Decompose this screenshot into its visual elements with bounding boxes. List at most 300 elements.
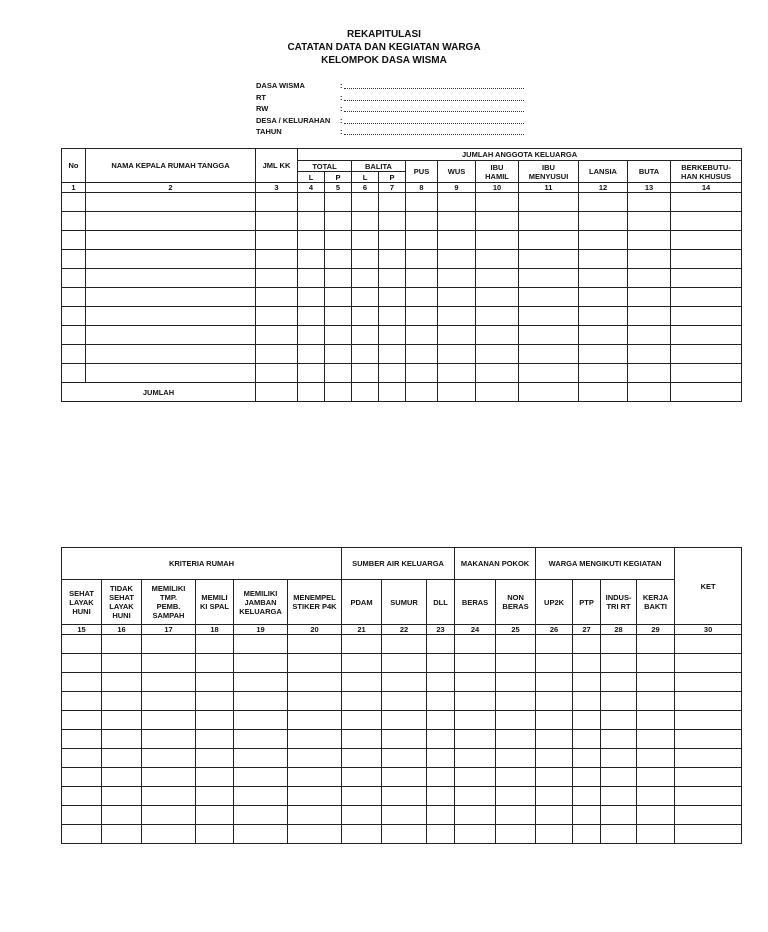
entry-cell[interactable]: [519, 269, 579, 288]
entry-cell[interactable]: [86, 288, 256, 307]
entry-cell[interactable]: [675, 654, 742, 673]
entry-cell[interactable]: [234, 711, 288, 730]
entry-cell[interactable]: [325, 288, 352, 307]
entry-cell[interactable]: [62, 768, 102, 787]
entry-cell[interactable]: [628, 364, 671, 383]
entry-cell[interactable]: [579, 345, 628, 364]
entry-cell[interactable]: [142, 749, 196, 768]
jumlah-cell[interactable]: [519, 383, 579, 402]
entry-cell[interactable]: [628, 326, 671, 345]
entry-cell[interactable]: [496, 749, 536, 768]
entry-cell[interactable]: [573, 692, 601, 711]
entry-cell[interactable]: [352, 326, 379, 345]
entry-cell[interactable]: [102, 768, 142, 787]
entry-cell[interactable]: [579, 307, 628, 326]
entry-cell[interactable]: [573, 730, 601, 749]
entry-cell[interactable]: [601, 787, 637, 806]
entry-cell[interactable]: [142, 692, 196, 711]
entry-cell[interactable]: [637, 654, 675, 673]
entry-cell[interactable]: [342, 673, 382, 692]
entry-cell[interactable]: [671, 364, 742, 383]
entry-cell[interactable]: [476, 326, 519, 345]
entry-cell[interactable]: [234, 654, 288, 673]
entry-cell[interactable]: [102, 635, 142, 654]
entry-cell[interactable]: [234, 673, 288, 692]
entry-cell[interactable]: [438, 288, 476, 307]
entry-cell[interactable]: [288, 635, 342, 654]
entry-cell[interactable]: [325, 345, 352, 364]
entry-cell[interactable]: [476, 212, 519, 231]
entry-cell[interactable]: [637, 673, 675, 692]
entry-cell[interactable]: [234, 749, 288, 768]
entry-cell[interactable]: [62, 635, 102, 654]
entry-cell[interactable]: [496, 711, 536, 730]
entry-cell[interactable]: [455, 673, 496, 692]
jumlah-cell[interactable]: [671, 383, 742, 402]
entry-cell[interactable]: [379, 269, 406, 288]
entry-cell[interactable]: [352, 269, 379, 288]
jumlah-cell[interactable]: [579, 383, 628, 402]
entry-cell[interactable]: [675, 673, 742, 692]
entry-cell[interactable]: [476, 288, 519, 307]
entry-cell[interactable]: [196, 806, 234, 825]
meta-fill-line[interactable]: [344, 123, 524, 124]
entry-cell[interactable]: [427, 749, 455, 768]
entry-cell[interactable]: [675, 749, 742, 768]
entry-cell[interactable]: [288, 787, 342, 806]
entry-cell[interactable]: [256, 231, 298, 250]
entry-cell[interactable]: [476, 193, 519, 212]
entry-cell[interactable]: [342, 654, 382, 673]
entry-cell[interactable]: [256, 288, 298, 307]
entry-cell[interactable]: [628, 231, 671, 250]
entry-cell[interactable]: [62, 654, 102, 673]
entry-cell[interactable]: [675, 692, 742, 711]
entry-cell[interactable]: [142, 787, 196, 806]
entry-cell[interactable]: [62, 250, 86, 269]
entry-cell[interactable]: [536, 654, 573, 673]
entry-cell[interactable]: [298, 326, 325, 345]
entry-cell[interactable]: [142, 825, 196, 844]
entry-cell[interactable]: [628, 269, 671, 288]
entry-cell[interactable]: [256, 269, 298, 288]
jumlah-cell[interactable]: [256, 383, 298, 402]
entry-cell[interactable]: [382, 654, 427, 673]
entry-cell[interactable]: [675, 635, 742, 654]
entry-cell[interactable]: [62, 326, 86, 345]
entry-cell[interactable]: [86, 269, 256, 288]
entry-cell[interactable]: [62, 787, 102, 806]
entry-cell[interactable]: [142, 730, 196, 749]
entry-cell[interactable]: [298, 269, 325, 288]
entry-cell[interactable]: [256, 193, 298, 212]
entry-cell[interactable]: [325, 364, 352, 383]
entry-cell[interactable]: [298, 193, 325, 212]
entry-cell[interactable]: [455, 635, 496, 654]
entry-cell[interactable]: [496, 673, 536, 692]
entry-cell[interactable]: [142, 673, 196, 692]
entry-cell[interactable]: [601, 806, 637, 825]
entry-cell[interactable]: [234, 768, 288, 787]
entry-cell[interactable]: [438, 345, 476, 364]
entry-cell[interactable]: [579, 193, 628, 212]
entry-cell[interactable]: [579, 212, 628, 231]
entry-cell[interactable]: [234, 787, 288, 806]
entry-cell[interactable]: [476, 250, 519, 269]
entry-cell[interactable]: [102, 673, 142, 692]
entry-cell[interactable]: [234, 825, 288, 844]
entry-cell[interactable]: [496, 768, 536, 787]
entry-cell[interactable]: [62, 730, 102, 749]
entry-cell[interactable]: [62, 288, 86, 307]
entry-cell[interactable]: [519, 193, 579, 212]
entry-cell[interactable]: [288, 711, 342, 730]
entry-cell[interactable]: [455, 730, 496, 749]
entry-cell[interactable]: [196, 768, 234, 787]
entry-cell[interactable]: [342, 730, 382, 749]
entry-cell[interactable]: [342, 768, 382, 787]
entry-cell[interactable]: [476, 269, 519, 288]
entry-cell[interactable]: [579, 231, 628, 250]
entry-cell[interactable]: [536, 749, 573, 768]
entry-cell[interactable]: [256, 326, 298, 345]
jumlah-cell[interactable]: [628, 383, 671, 402]
entry-cell[interactable]: [142, 635, 196, 654]
entry-cell[interactable]: [62, 193, 86, 212]
entry-cell[interactable]: [476, 345, 519, 364]
entry-cell[interactable]: [352, 288, 379, 307]
entry-cell[interactable]: [536, 825, 573, 844]
entry-cell[interactable]: [352, 364, 379, 383]
entry-cell[interactable]: [628, 193, 671, 212]
entry-cell[interactable]: [342, 749, 382, 768]
entry-cell[interactable]: [325, 212, 352, 231]
entry-cell[interactable]: [573, 673, 601, 692]
jumlah-cell[interactable]: [438, 383, 476, 402]
entry-cell[interactable]: [601, 711, 637, 730]
entry-cell[interactable]: [142, 768, 196, 787]
entry-cell[interactable]: [298, 307, 325, 326]
entry-cell[interactable]: [536, 692, 573, 711]
entry-cell[interactable]: [325, 326, 352, 345]
entry-cell[interactable]: [325, 250, 352, 269]
entry-cell[interactable]: [352, 250, 379, 269]
entry-cell[interactable]: [406, 250, 438, 269]
entry-cell[interactable]: [256, 345, 298, 364]
entry-cell[interactable]: [62, 345, 86, 364]
entry-cell[interactable]: [102, 806, 142, 825]
entry-cell[interactable]: [196, 673, 234, 692]
entry-cell[interactable]: [637, 806, 675, 825]
entry-cell[interactable]: [671, 326, 742, 345]
entry-cell[interactable]: [298, 364, 325, 383]
entry-cell[interactable]: [637, 711, 675, 730]
entry-cell[interactable]: [62, 269, 86, 288]
entry-cell[interactable]: [455, 749, 496, 768]
entry-cell[interactable]: [496, 730, 536, 749]
entry-cell[interactable]: [427, 711, 455, 730]
entry-cell[interactable]: [573, 654, 601, 673]
entry-cell[interactable]: [382, 730, 427, 749]
entry-cell[interactable]: [628, 307, 671, 326]
entry-cell[interactable]: [256, 212, 298, 231]
entry-cell[interactable]: [86, 250, 256, 269]
entry-cell[interactable]: [573, 711, 601, 730]
entry-cell[interactable]: [519, 307, 579, 326]
entry-cell[interactable]: [102, 692, 142, 711]
entry-cell[interactable]: [352, 231, 379, 250]
entry-cell[interactable]: [601, 768, 637, 787]
entry-cell[interactable]: [438, 212, 476, 231]
entry-cell[interactable]: [379, 250, 406, 269]
entry-cell[interactable]: [536, 787, 573, 806]
entry-cell[interactable]: [102, 654, 142, 673]
entry-cell[interactable]: [62, 212, 86, 231]
entry-cell[interactable]: [379, 288, 406, 307]
entry-cell[interactable]: [406, 212, 438, 231]
entry-cell[interactable]: [102, 825, 142, 844]
entry-cell[interactable]: [675, 768, 742, 787]
entry-cell[interactable]: [519, 212, 579, 231]
jumlah-cell[interactable]: [298, 383, 325, 402]
entry-cell[interactable]: [455, 806, 496, 825]
entry-cell[interactable]: [496, 806, 536, 825]
entry-cell[interactable]: [427, 730, 455, 749]
entry-cell[interactable]: [601, 749, 637, 768]
entry-cell[interactable]: [455, 787, 496, 806]
entry-cell[interactable]: [628, 250, 671, 269]
entry-cell[interactable]: [675, 825, 742, 844]
entry-cell[interactable]: [86, 193, 256, 212]
entry-cell[interactable]: [406, 345, 438, 364]
entry-cell[interactable]: [196, 654, 234, 673]
entry-cell[interactable]: [142, 654, 196, 673]
entry-cell[interactable]: [637, 749, 675, 768]
entry-cell[interactable]: [86, 307, 256, 326]
entry-cell[interactable]: [62, 692, 102, 711]
entry-cell[interactable]: [298, 288, 325, 307]
entry-cell[interactable]: [496, 654, 536, 673]
entry-cell[interactable]: [86, 345, 256, 364]
entry-cell[interactable]: [519, 231, 579, 250]
entry-cell[interactable]: [637, 825, 675, 844]
entry-cell[interactable]: [234, 692, 288, 711]
entry-cell[interactable]: [675, 787, 742, 806]
entry-cell[interactable]: [196, 787, 234, 806]
entry-cell[interactable]: [342, 692, 382, 711]
entry-cell[interactable]: [382, 711, 427, 730]
entry-cell[interactable]: [288, 730, 342, 749]
entry-cell[interactable]: [671, 212, 742, 231]
meta-fill-line[interactable]: [344, 88, 524, 89]
entry-cell[interactable]: [325, 307, 352, 326]
entry-cell[interactable]: [62, 806, 102, 825]
entry-cell[interactable]: [427, 635, 455, 654]
entry-cell[interactable]: [62, 825, 102, 844]
entry-cell[interactable]: [438, 326, 476, 345]
entry-cell[interactable]: [382, 825, 427, 844]
entry-cell[interactable]: [601, 654, 637, 673]
entry-cell[interactable]: [288, 673, 342, 692]
entry-cell[interactable]: [196, 635, 234, 654]
entry-cell[interactable]: [496, 787, 536, 806]
entry-cell[interactable]: [382, 635, 427, 654]
entry-cell[interactable]: [234, 730, 288, 749]
entry-cell[interactable]: [438, 364, 476, 383]
entry-cell[interactable]: [379, 326, 406, 345]
entry-cell[interactable]: [438, 193, 476, 212]
entry-cell[interactable]: [496, 825, 536, 844]
entry-cell[interactable]: [102, 787, 142, 806]
entry-cell[interactable]: [573, 749, 601, 768]
entry-cell[interactable]: [379, 345, 406, 364]
entry-cell[interactable]: [196, 692, 234, 711]
entry-cell[interactable]: [601, 673, 637, 692]
entry-cell[interactable]: [382, 749, 427, 768]
entry-cell[interactable]: [298, 345, 325, 364]
jumlah-cell[interactable]: [325, 383, 352, 402]
entry-cell[interactable]: [601, 692, 637, 711]
entry-cell[interactable]: [342, 635, 382, 654]
entry-cell[interactable]: [406, 364, 438, 383]
entry-cell[interactable]: [352, 307, 379, 326]
entry-cell[interactable]: [536, 673, 573, 692]
entry-cell[interactable]: [298, 231, 325, 250]
entry-cell[interactable]: [86, 231, 256, 250]
entry-cell[interactable]: [601, 730, 637, 749]
entry-cell[interactable]: [427, 825, 455, 844]
entry-cell[interactable]: [342, 711, 382, 730]
entry-cell[interactable]: [637, 787, 675, 806]
entry-cell[interactable]: [196, 730, 234, 749]
jumlah-cell[interactable]: [352, 383, 379, 402]
entry-cell[interactable]: [427, 768, 455, 787]
entry-cell[interactable]: [455, 692, 496, 711]
entry-cell[interactable]: [86, 212, 256, 231]
entry-cell[interactable]: [406, 269, 438, 288]
entry-cell[interactable]: [675, 711, 742, 730]
entry-cell[interactable]: [288, 806, 342, 825]
entry-cell[interactable]: [427, 692, 455, 711]
entry-cell[interactable]: [536, 768, 573, 787]
entry-cell[interactable]: [519, 326, 579, 345]
entry-cell[interactable]: [325, 193, 352, 212]
entry-cell[interactable]: [536, 730, 573, 749]
entry-cell[interactable]: [519, 345, 579, 364]
entry-cell[interactable]: [288, 654, 342, 673]
entry-cell[interactable]: [196, 711, 234, 730]
entry-cell[interactable]: [288, 768, 342, 787]
entry-cell[interactable]: [352, 212, 379, 231]
entry-cell[interactable]: [62, 673, 102, 692]
entry-cell[interactable]: [382, 787, 427, 806]
entry-cell[interactable]: [573, 806, 601, 825]
entry-cell[interactable]: [406, 307, 438, 326]
entry-cell[interactable]: [579, 269, 628, 288]
entry-cell[interactable]: [438, 269, 476, 288]
entry-cell[interactable]: [519, 250, 579, 269]
entry-cell[interactable]: [455, 654, 496, 673]
entry-cell[interactable]: [102, 711, 142, 730]
jumlah-cell[interactable]: [476, 383, 519, 402]
entry-cell[interactable]: [675, 806, 742, 825]
entry-cell[interactable]: [288, 825, 342, 844]
entry-cell[interactable]: [427, 654, 455, 673]
entry-cell[interactable]: [536, 635, 573, 654]
entry-cell[interactable]: [628, 288, 671, 307]
entry-cell[interactable]: [342, 806, 382, 825]
entry-cell[interactable]: [637, 635, 675, 654]
entry-cell[interactable]: [601, 825, 637, 844]
entry-cell[interactable]: [86, 364, 256, 383]
entry-cell[interactable]: [579, 364, 628, 383]
entry-cell[interactable]: [352, 345, 379, 364]
entry-cell[interactable]: [579, 326, 628, 345]
entry-cell[interactable]: [62, 231, 86, 250]
entry-cell[interactable]: [62, 307, 86, 326]
entry-cell[interactable]: [288, 692, 342, 711]
entry-cell[interactable]: [671, 231, 742, 250]
entry-cell[interactable]: [455, 768, 496, 787]
entry-cell[interactable]: [86, 326, 256, 345]
entry-cell[interactable]: [379, 231, 406, 250]
jumlah-cell[interactable]: [379, 383, 406, 402]
entry-cell[interactable]: [256, 307, 298, 326]
entry-cell[interactable]: [573, 635, 601, 654]
entry-cell[interactable]: [352, 193, 379, 212]
entry-cell[interactable]: [573, 768, 601, 787]
entry-cell[interactable]: [637, 692, 675, 711]
entry-cell[interactable]: [573, 787, 601, 806]
entry-cell[interactable]: [476, 231, 519, 250]
entry-cell[interactable]: [379, 212, 406, 231]
entry-cell[interactable]: [671, 193, 742, 212]
meta-fill-line[interactable]: [344, 111, 524, 112]
meta-fill-line[interactable]: [344, 134, 524, 135]
entry-cell[interactable]: [496, 692, 536, 711]
entry-cell[interactable]: [536, 711, 573, 730]
entry-cell[interactable]: [601, 635, 637, 654]
entry-cell[interactable]: [62, 711, 102, 730]
entry-cell[interactable]: [102, 749, 142, 768]
entry-cell[interactable]: [256, 364, 298, 383]
entry-cell[interactable]: [628, 212, 671, 231]
entry-cell[interactable]: [325, 269, 352, 288]
entry-cell[interactable]: [427, 673, 455, 692]
entry-cell[interactable]: [234, 806, 288, 825]
entry-cell[interactable]: [455, 825, 496, 844]
entry-cell[interactable]: [579, 250, 628, 269]
entry-cell[interactable]: [379, 193, 406, 212]
entry-cell[interactable]: [142, 806, 196, 825]
entry-cell[interactable]: [379, 307, 406, 326]
jumlah-cell[interactable]: [406, 383, 438, 402]
entry-cell[interactable]: [671, 288, 742, 307]
entry-cell[interactable]: [671, 345, 742, 364]
entry-cell[interactable]: [406, 326, 438, 345]
entry-cell[interactable]: [476, 364, 519, 383]
entry-cell[interactable]: [628, 345, 671, 364]
entry-cell[interactable]: [536, 806, 573, 825]
entry-cell[interactable]: [671, 307, 742, 326]
entry-cell[interactable]: [288, 749, 342, 768]
entry-cell[interactable]: [455, 711, 496, 730]
meta-fill-line[interactable]: [344, 100, 524, 101]
entry-cell[interactable]: [325, 231, 352, 250]
entry-cell[interactable]: [382, 806, 427, 825]
entry-cell[interactable]: [142, 711, 196, 730]
entry-cell[interactable]: [637, 730, 675, 749]
